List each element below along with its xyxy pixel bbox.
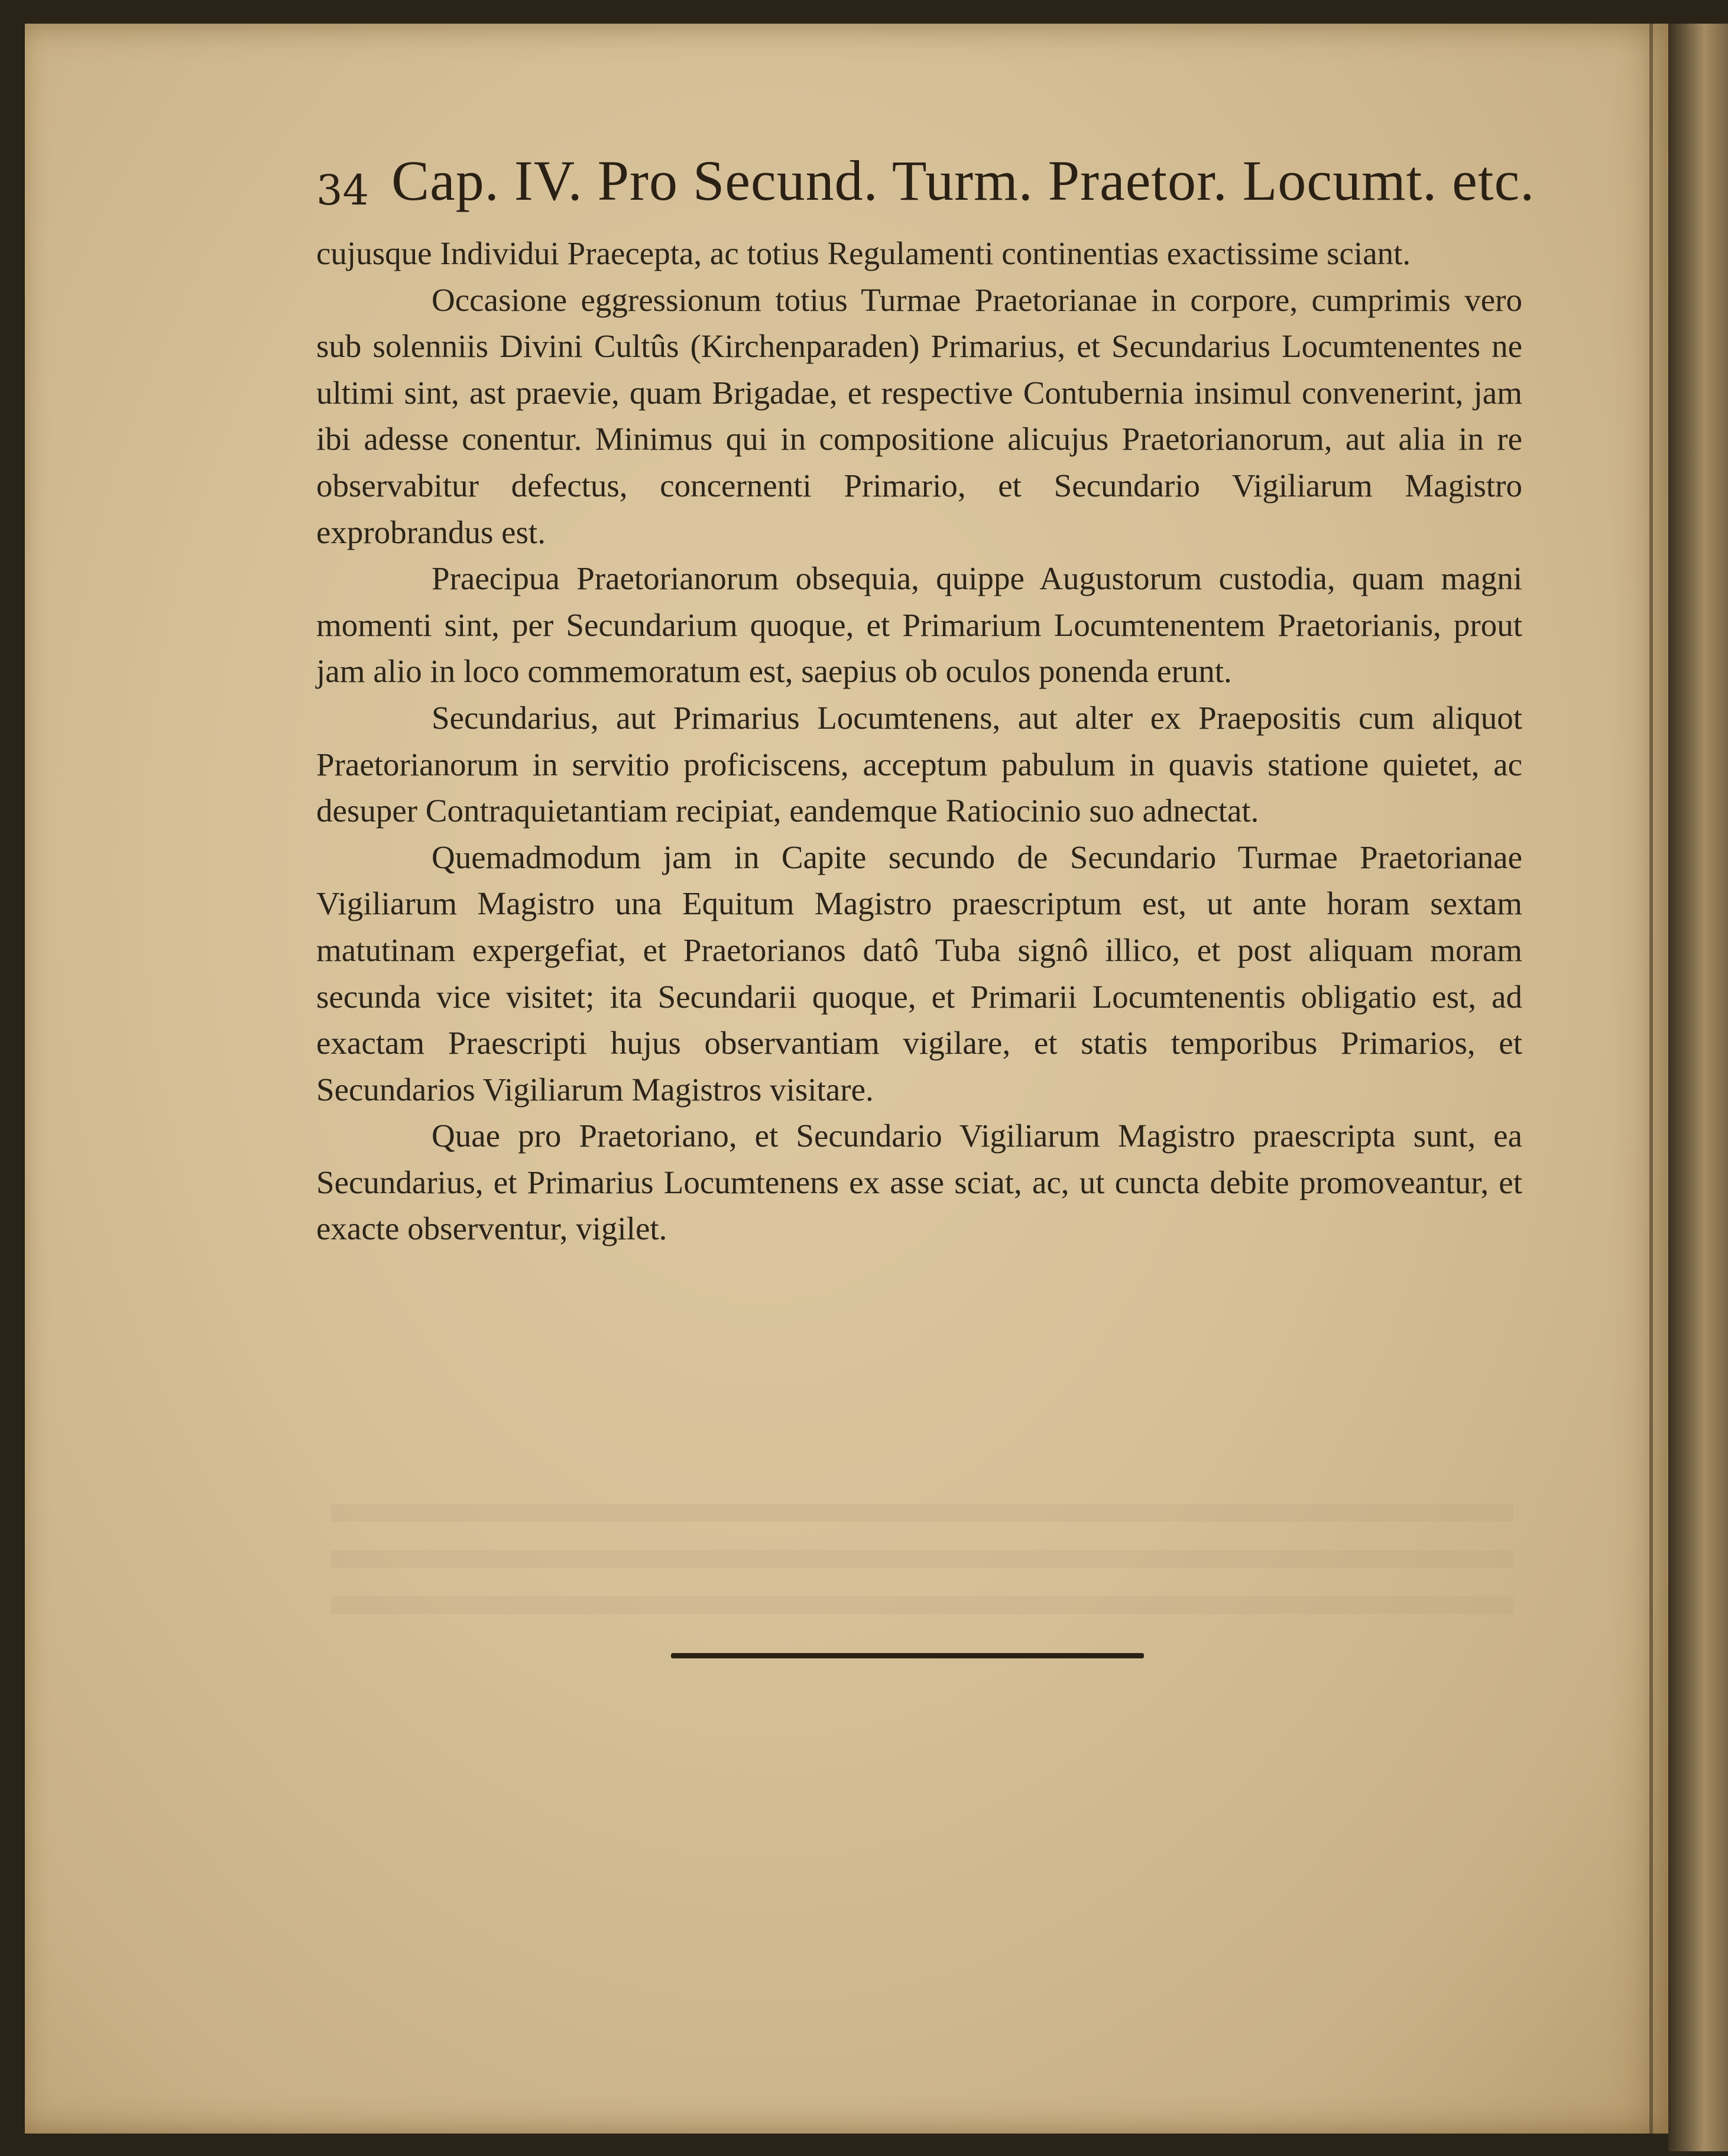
running-head <box>316 148 1535 215</box>
paragraph: Quae pro Praetoriano, et Secundario Vigiliarum Magistro praescripta sunt, ea Secundarius, et Primarius Locumtenens ex asse sciat, ac, ut cuncta debite promoveantur, et exacte observentur, vigilet. <box>316 1118 1522 1247</box>
paragraph-continuation: cujusque Individui Praecepta, ac totius Regulamenti continentias exactissime sciant. <box>316 235 1411 271</box>
section-end-rule <box>671 1653 1144 1658</box>
body-text <box>316 230 1522 1252</box>
book-edge <box>1668 24 1728 2151</box>
paragraph: Quemadmodum jam in Capite secundo de Secundario Turmae Praetorianae Vigiliarum Magistro una Equitum Magistro praescriptum est, ut ante horam sextam matutinam expergefiat, et Praetorianos datô Tuba signô illico, et post aliquam moram secunda vice visitet; ita Secundarii quoque, et Primarii Locumtenentis obligatio est, ad exactam Praescripti hujus observantiam vigilare, et statis temporibus Primarios, et Secundarios Vigiliarum Magistros visitare. <box>316 839 1522 1108</box>
running-head-title: Cap. IV. Pro Secund. Turm. Praetor. Locumt. etc. <box>391 149 1535 212</box>
bleed-through-shadow <box>331 1504 1513 1622</box>
paragraph: Occasione eggressionum totius Turmae Praetorianae in corpore, cumprimis vero sub solenniis Divini Cultûs (Kirchenparaden) Primarius, et Secundarius Locumtenentes ne ultimi sint, ast praevie, quam Brigadae, et respective Contubernia insimul convenerint, jam ibi adesse conentur. Minimus qui in compositione alicujus Praetorianorum, aut alia in re observabitur defectus, concernenti Primario, et Secundario Vigiliarum Magistro exprobrandus est. <box>316 281 1522 550</box>
paragraph: Secundarius, aut Primarius Locumtenens, aut alter ex Praepositis cum aliquot Praetorianorum in servitio proficiscens, acceptum pabulum in quavis statione quietet, ac desuper Contraquietantiam recipiat, eandemque Ratiocinio suo adnectat. <box>316 699 1522 829</box>
paragraph: Praecipua Praetorianorum obsequia, quippe Augustorum custodia, quam magni momenti sint, per Secundarium quoque, et Primarium Locumtenentem Praetorianis, prout jam alio in loco commemoratum est, saepius ob oculos ponenda erunt. <box>316 560 1522 690</box>
page-gutter-shadow <box>1649 24 1653 2134</box>
page-number: 34 <box>316 166 369 215</box>
